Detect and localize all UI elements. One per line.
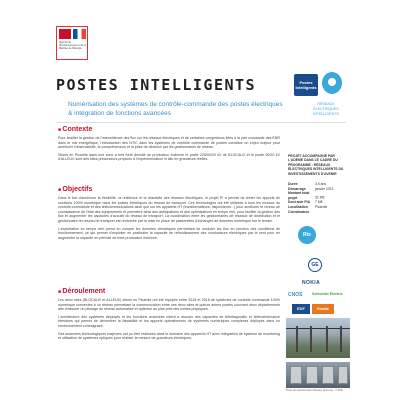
section-title: ■ Objectifs — [58, 186, 280, 193]
cabinet — [338, 366, 348, 384]
pylon — [296, 326, 298, 352]
subtitle: Numérisation des systèmes de contrôle-commande des postes électriques & intégration de fonctions avancées — [68, 101, 283, 117]
fact-label: Coordinateur — [288, 209, 310, 214]
fact-label: Montant total projet — [288, 191, 310, 200]
ademe-mark-icon — [59, 29, 71, 39]
paragraph: L'exploitation en temps réel prend en compte les données climatiques permettant de moduler les flux en fonction des conditions de fonctionnement, ce qui permet d'exploiter en particulier la capacité de refroidissement des conducteurs électriques par le vent pour en augmenter la capacité en période de forte production éolienne. — [58, 226, 280, 240]
photo-caption: Poste de transformation Blocaux (Somme) - © RTE — [286, 389, 343, 392]
pylon — [310, 326, 312, 352]
paragraph: Les deux sites (BLOCAUX et ALLEUX) situés en Picardie ont été équipés entre 2015 et 2018 de systèmes de contrôle commande 100% numérique connectés à un réseau permettant la communication entre ces deux sites et quinze autres postes couvrant deux départements afin d'assurer un pilotage du réseau automatisé et optimisé au plus près des limites physiques. — [58, 298, 280, 312]
section-contexte — [58, 126, 280, 165]
project-sidebar — [288, 154, 350, 214]
page-title: POSTES INTELLIGENTS — [56, 76, 257, 94]
tag-line-1: RÉSEAUX ÉLECTRIQUES — [313, 102, 339, 111]
fact-value: 3,5 ans — [314, 182, 327, 187]
fact-label: Démarrage — [288, 186, 306, 191]
substation-photo — [286, 318, 350, 358]
divider — [56, 122, 346, 123]
cabinet — [290, 366, 302, 384]
fact-row — [288, 191, 350, 200]
fact-row — [288, 210, 350, 215]
document-page — [40, 22, 358, 392]
section-title: ■ Déroulement — [58, 288, 280, 295]
project-logo: Postes Intelligents — [294, 74, 318, 96]
smart-grid-face-icon — [322, 72, 342, 94]
section-objectifs — [58, 186, 280, 243]
section-deroulement — [58, 288, 280, 344]
republique-francaise-flag-icon — [73, 29, 86, 39]
fact-label: Durée — [288, 182, 298, 187]
cabinet — [306, 366, 318, 384]
ademe-logo — [56, 26, 88, 60]
partner-logo-enedis: Enedis — [312, 304, 334, 314]
fact-value: janvier 2013 — [314, 186, 334, 191]
paragraph: Pour faciliter la gestion de l'intermittence des flux sur les réseaux électriques et de certaines congestions liées à la part croissante des ENR dans le mix énergétique, l'introduction des NTIC dans les systèmes de contrôle commande de postes constitue un enjeu majeur pour améliorer l'observabilité, la compréhension et la prise de décision par les gestionnaires de réseau. — [58, 136, 280, 150]
section-title: ■ Contexte — [58, 126, 280, 133]
paragraph: Des avancées technologiques majeures ont pu être réalisées dans le domaine des appareils HT avec intégration de système de monitoring et utilisation de systèmes optiques pour réaliser la mesure de grandeurs électriques. — [58, 331, 280, 341]
pylon — [326, 326, 328, 352]
partner-logo-schneider: Schneider Electric — [312, 292, 343, 296]
logo-caption: Agence de l'Environnement et de la Maîtrise de l'Énergie — [59, 41, 86, 50]
partner-logo-edf: EDF — [292, 304, 310, 314]
category-tag — [306, 102, 346, 117]
paragraph: L'architecture des systèmes déployés et les fonctions avancées visent à assurer des capacités de télédiagnostic et télémaintenance étendues qui permis de démontrer la faisabilité et les apports opérationnels de systèmes numériques complexes déployés dans un environnement contraignant. — [58, 314, 280, 328]
tag-line-2: INTELLIGENTS — [313, 112, 339, 116]
fact-label: Localisation — [288, 205, 308, 209]
partner-logo-cnos: CNOS — [288, 292, 303, 298]
fact-value: Picardie — [314, 205, 328, 209]
sidebar-intro: PROJET ACCOMPAGNÉ PAR L'ADEME DANS LE CADRE DU PROGRAMME : RÉSEAUX ÉLECTRIQUES INTELLIGENTS DU INVESTISSEMENTS D'AVENIR — [288, 154, 344, 176]
fact-value: 7 M€ — [314, 200, 323, 205]
rte-logo: Rte — [298, 226, 316, 244]
paragraph: Dans le but d'améliorer la flexibilité, la résilience et la réactivité des réseaux électriques, le projet PI a permis de tester les apports de solutions 100% numérique dans les postes électriques du réseau de transport. Ces technologies ont été utilisées à tous les niveaux du contrôle-commande et des télécommunications ainsi que sur les appareils HT (transformateurs, disjoncteurs...) pour améliorer le niveau de connaissance de l'état des équipements et permettre ainsi des anticipations et des optimisations en temps réel, pour faciliter la gestion des flux et augmenter les capacités d'accueil du réseau de transport. La coordination entre les gestionnaires de réseaux de distribution et le gestionnaire du réseau de transport est renforcée par la mise en place de passerelles d'échanges de données numérique sur le terrain. — [58, 196, 280, 223]
cabinet — [322, 366, 334, 384]
paragraph: Situés en Picardie dans une zone à très forte densité de production éolienne le poste 225/90/20 kV de BLOCAUX et le poste 90/20 kV d'ALLEUX sont des sites précurseurs propices à l'expérimentation in situ en grandeurs réelles. — [58, 152, 280, 162]
partner-logo-nokia: NOKIA — [302, 280, 321, 286]
fact-label: Dont aide PIA — [288, 200, 311, 205]
pylon — [340, 326, 342, 352]
fact-value: 31 M€ — [314, 195, 325, 200]
equipment-photo — [286, 362, 350, 388]
partner-logo-ge: GE — [308, 258, 322, 272]
